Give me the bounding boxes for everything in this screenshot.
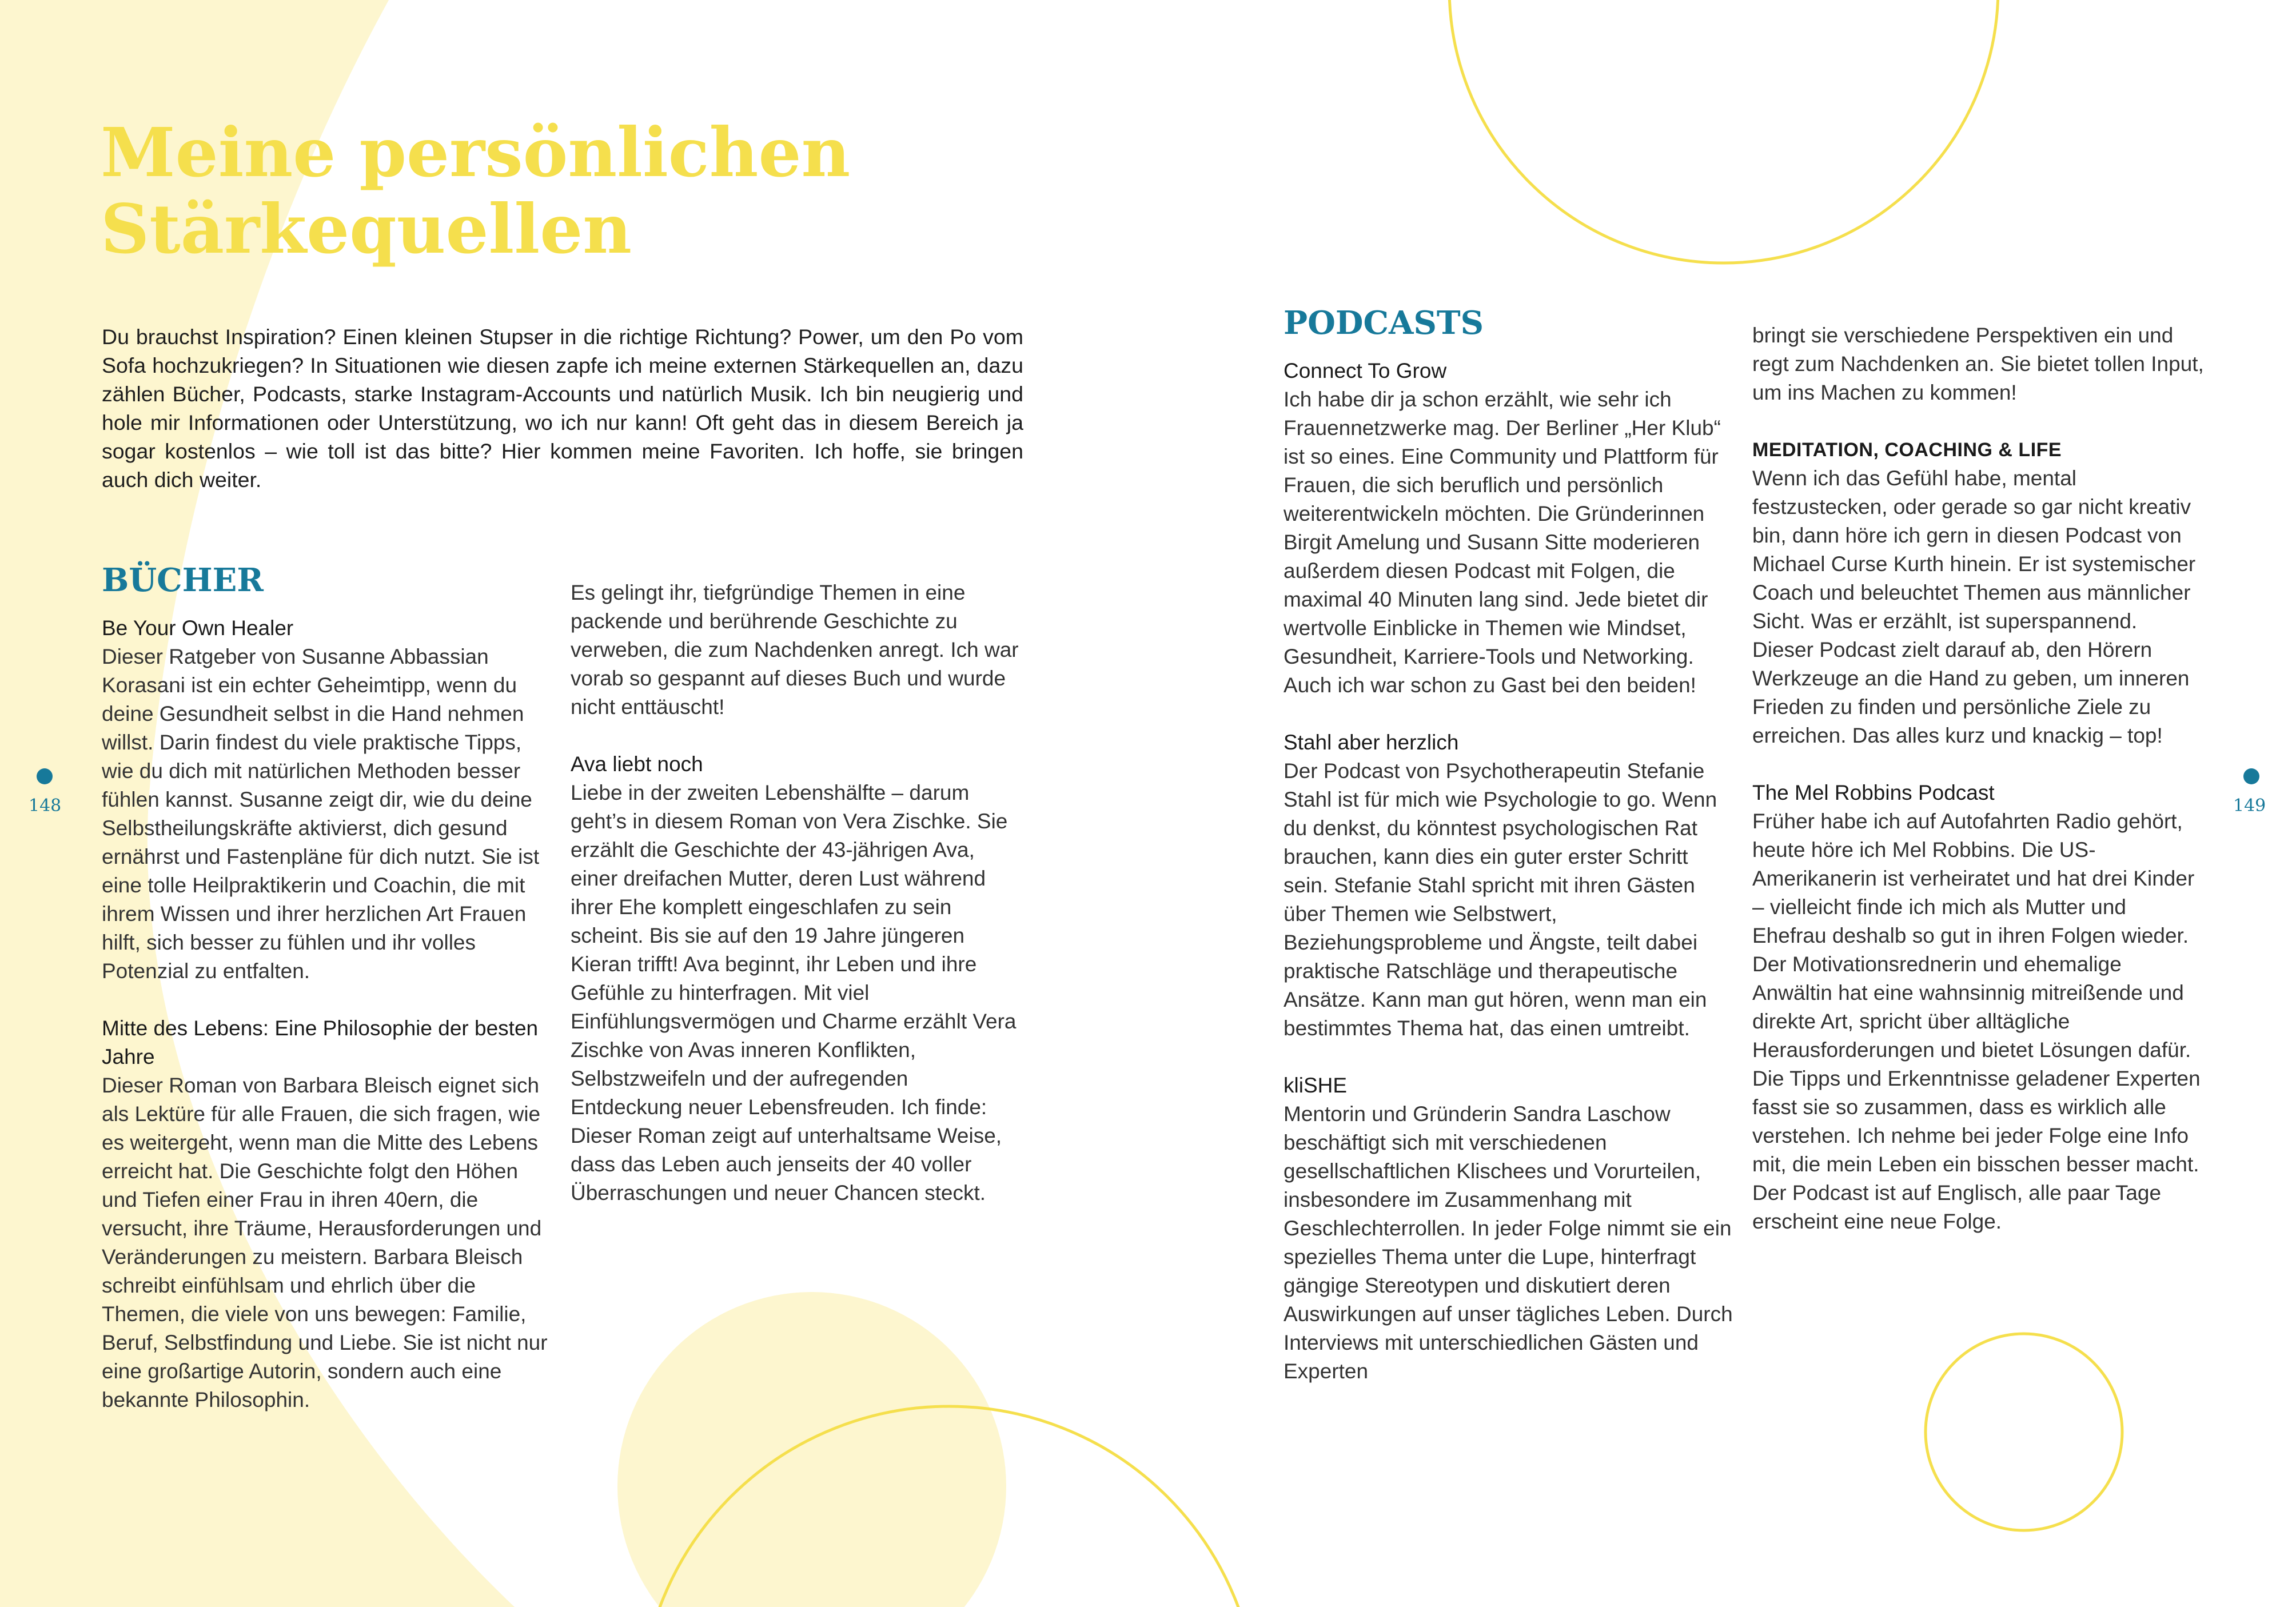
- podcast-entry: [1283, 728, 1735, 1043]
- yellow-outline-circle-small: [1926, 1334, 2122, 1530]
- book-title: Ava liebt noch: [571, 752, 703, 776]
- book-entry: [102, 1014, 553, 1414]
- podcasts-column-1: [1283, 304, 1735, 1386]
- book-description: Dieser Roman von Barbara Bleisch eignet sich als Lektüre für alle Frauen, die sich fragen, wie es weitergeht, wenn man die Mitte des Lebens erreicht hat. Die Geschichte folgt den Höhen und Tiefen einer Frau in ihren 40ern, die versucht, ihre Träume, Herausforderungen und Veränderungen zu meistern. Barbara Bleisch schreibt einfühlsam und ehrlich über die Themen, die viele von uns bewegen: Familie, Beruf, Selbstfindung und Liebe. Sie ist nicht nur eine großartige Autorin, sondern auch eine bekannte Philosophin.: [102, 1074, 548, 1411]
- podcast-description: Ich habe dir ja schon erzählt, wie sehr ich Frauennetzwerke mag. Der Berliner „Her Klub“ ist so eines. Eine Community und Plattform für Frauen, die sich beruflich und persönlich weiterentwickeln möchten. Die Gründerinnen Birgit Amelung und Susann Sitte moderieren außerdem diesen Podcast mit Folgen, die maximal 40 Minuten lang sind. Jede bietet dir wertvolle Einblicke in Themen wie Mindset, Gesundheit, Karriere-Tools und Networking. Auch ich war schon zu Gast bei den beiden!: [1283, 388, 1721, 697]
- page-number-right: 149: [2233, 796, 2266, 816]
- podcasts-column-2: [1752, 321, 2204, 1236]
- title-line-2: Stärkequellen: [101, 189, 632, 269]
- books-column-2: [571, 579, 1022, 1207]
- book-description: Dieser Ratgeber von Susanne Abbassian Korasani ist ein echter Geheimtipp, wenn du deine Gesundheit selbst in die Hand nehmen willst. Darin findest du viele praktische Tipps, wie du dich mit natürlichen Methoden besser fühlen kannst. Susanne zeigt dir, wie du deine Selbstheilungskräfte aktivierst, dich gesund ernährst und Fastenpläne für dich nutzt. Sie ist eine tolle Heilpraktikerin und Coachin, die mit ihrem Wissen und ihrer herzlichen Art Frauen hilft, sich besser zu fühlen und ihr volles Potenzial zu entfalten.: [102, 645, 540, 983]
- podcast-entry: [1283, 1071, 1735, 1386]
- page-number-left: 148: [29, 796, 62, 816]
- title-line-1: Meine persönlichen: [101, 113, 851, 192]
- podcast-entry: [1752, 779, 2204, 1236]
- page-marker-dot-right: [2243, 768, 2259, 784]
- podcast-entry: [1752, 436, 2204, 750]
- yellow-outline-circle-top: [1449, 0, 1998, 263]
- book-entry: [571, 750, 1022, 1207]
- pale-yellow-circle: [617, 1292, 1006, 1607]
- books-column-1: [102, 561, 553, 1414]
- intro-paragraph: Du brauchst Inspiration? Einen kleinen Stupser in die richtige Richtung? Power, um den Po vom Sofa hochzukriegen? In Situationen wie diesen zapfe ich meine externen Stärkequellen an, dazu zählen Bücher, Podcasts, starke Instagram-Accounts und natürlich Musik. Ich bin neugierig und hole mir Informationen oder Unterstützung, wo ich nur kann! Oft geht das in diesem Bereich ja sogar kostenlos – wie toll ist das bitte? Hier kommen meine Favoriten. Ich hoffe, sie bringen auch dich weiter.: [102, 325, 1023, 492]
- page-title: [101, 114, 958, 268]
- podcast-description: Der Podcast von Psychotherapeutin Stefanie Stahl ist für mich wie Psychologie to go. Wenn du denkst, du könntest psychologischen Rat brauchen, kann dies ein guter erster Schritt sein. Stefanie Stahl spricht mit ihren Gästen über Themen wie Selbstwert, Beziehungsprobleme und Ängste, teilt dabei praktische Ratschläge und therapeutische Ansätze. Kann man gut hören, wenn man ein bestimmtes Thema hat, das einen umtreibt.: [1283, 759, 1717, 1040]
- page-marker-dot-left: [37, 768, 53, 784]
- podcast-description: Früher habe ich auf Autofahrten Radio gehört, heute höre ich Mel Robbins. Die US-Amerikanerin ist verheiratet und hat drei Kinder – vielleicht finde ich mich als Mutter und Ehefrau deshalb so gut in ihren Folgen wieder. Der Motivationsrednerin und ehemalige Anwältin hat eine wahnsinnig mitreißende und direkte Art, spricht über alltägliche Herausforderungen und bietet Lösungen dafür. Die Tipps und Erkenntnisse geladener Experten fasst sie so zusammen, dass es wirklich alle verstehen. Ich nehme bei jeder Folge eine Info mit, die mein Leben ein bisschen besser macht. Der Podcast ist auf Englisch, alle paar Tage erscheint eine neue Folge.: [1752, 810, 2201, 1233]
- podcast-description: Mentorin und Gründerin Sandra Laschow beschäftigt sich mit verschiedenen gesellschaftlichen Klischees und Vorurteilen, insbesondere im Zusammenhang mit Geschlechterrollen. In jeder Folge nimmt sie ein spezielles Thema unter die Lupe, hinterfragt gängige Stereotypen und diskutiert deren Auswirkungen auf unser tägliches Leben. Durch Interviews mit unterschiedlichen Gästen und Experten: [1283, 1102, 1733, 1383]
- podcast-entry: [1283, 357, 1735, 700]
- podcast-title: Connect To Grow: [1283, 359, 1447, 382]
- podcast-title: MEDITATION, COACHING & LIFE: [1752, 439, 2062, 461]
- books-heading: BÜCHER: [102, 561, 264, 599]
- book-continuation: Es gelingt ihr, tiefgründige Themen in eine packende und berührende Geschichte zu verweben, die zum Nachdenken anregt. Ich war vorab so gespannt auf dieses Buch und wurde nicht enttäuscht!: [571, 581, 1019, 719]
- book-title: Be Your Own Healer: [102, 616, 294, 640]
- podcast-title: The Mel Robbins Podcast: [1752, 781, 1995, 804]
- podcast-description: Wenn ich das Gefühl habe, mental festzustecken, oder gerade so gar nicht kreativ bin, dann höre ich gern in diesen Podcast von Michael Curse Kurth hinein. Er ist systemischer Coach und beleuchtet Themen aus männlicher Sicht. Was er erzählt, ist superspannend. Dieser Podcast zielt darauf ab, den Hörern Werkzeuge an die Hand zu geben, um inneren Frieden zu finden und persönliche Ziele zu erreichen. Das alles kurz und knackig – top!: [1752, 466, 2196, 747]
- book-title: Mitte des Lebens: Eine Philosophie der besten Jahre: [102, 1016, 539, 1068]
- book-description: Liebe in der zweiten Lebenshälfte – darum geht’s in diesem Roman von Vera Zischke. Sie erzählt die Geschichte der 43-jährigen Ava, einer dreifachen Mutter, deren Lust während ihrer Ehe komplett eingeschlafen zu sein scheint. Bis sie auf den 19 Jahre jüngeren Kieran trifft! Ava beginnt, ihr Leben und ihre Gefühle zu hinterfragen. Mit viel Einfühlungsvermögen und Charme erzählt Vera Zischke von Avas inneren Konflikten, Selbstzweifeln und der aufregenden Entdeckung neuer Lebensfreuden. Ich finde: Dieser Roman zeigt auf unterhaltsame Weise, dass das Leben auch jenseits der 40 voller Überraschungen und neuer Chancen steckt.: [571, 781, 1017, 1205]
- podcast-continuation: bringt sie verschiedene Perspektiven ein und regt zum Nachdenken an. Sie bietet tollen Input, um ins Machen zu kommen!: [1752, 324, 2204, 404]
- podcast-title: Stahl aber herzlich: [1283, 731, 1459, 754]
- book-entry: [102, 614, 553, 986]
- podcast-title: kliSHE: [1283, 1074, 1348, 1097]
- podcasts-heading: PODCASTS: [1283, 304, 1484, 342]
